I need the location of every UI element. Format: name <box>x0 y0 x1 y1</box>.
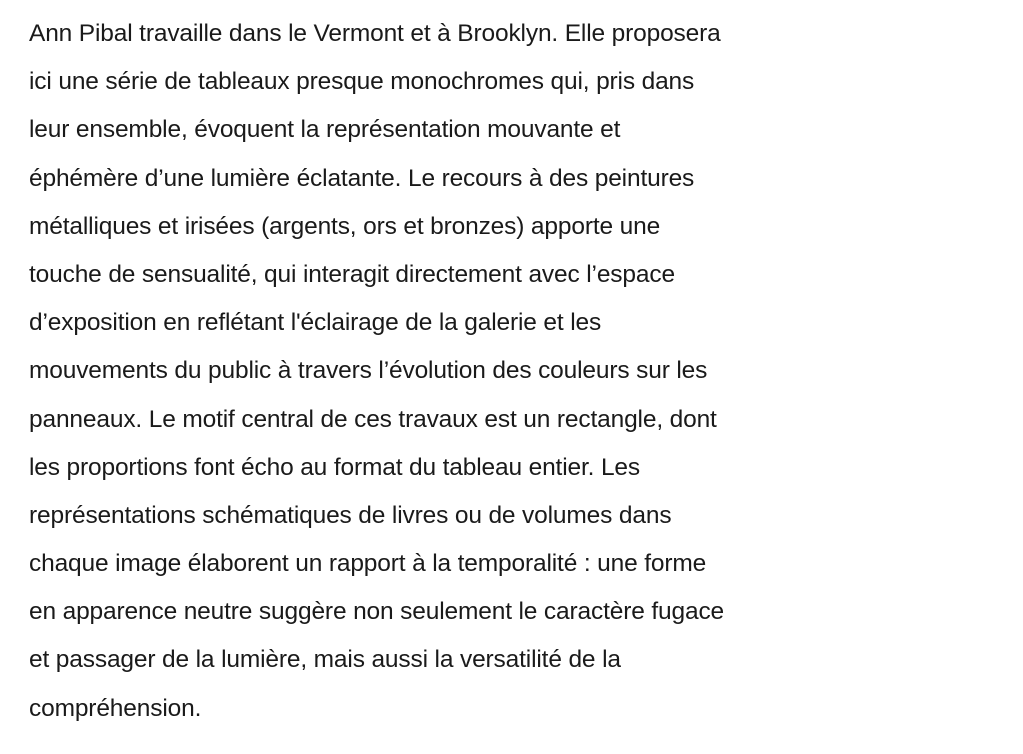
paragraph-line-15: compréhension. <box>29 694 202 722</box>
paragraph-line-14: et passager de la lumière, mais aussi la versatilité de la <box>29 646 621 674</box>
paragraph-line-6: touche de sensualité, qui interagit directement avec l’espace <box>29 260 675 288</box>
paragraph-line-13: en apparence neutre suggère non seulement le caractère fugace <box>29 598 725 626</box>
paragraph-line-12: chaque image élaborent un rapport à la temporalité : une forme <box>29 550 707 578</box>
paragraph-line-7: d’exposition en reflétant l'éclairage de la galerie et les <box>29 309 602 337</box>
paragraph-line-1: Ann Pibal travaille dans le Vermont et à Brooklyn. Elle proposera <box>29 20 721 47</box>
paragraph-line-5: métalliques et irisées (argents, ors et bronzes) apporte une <box>29 212 661 240</box>
paragraph-line-11: représentations schématiques de livres ou de volumes dans <box>29 501 672 529</box>
body-paragraph <box>29 14 889 737</box>
paragraph-line-10: les proportions font écho au format du tableau entier. Les <box>29 453 641 481</box>
paragraph-line-3: leur ensemble, évoquent la représentation mouvante et <box>29 116 621 144</box>
paragraph-line-8: mouvements du public à travers l’évolution des couleurs sur les <box>29 357 708 385</box>
paragraph-line-9: panneaux. Le motif central de ces travaux est un rectangle, dont <box>29 405 717 433</box>
paragraph-line-4: éphémère d’une lumière éclatante. Le recours à des peintures <box>29 164 695 192</box>
paragraph-line-2: ici une série de tableaux presque monochromes qui, pris dans <box>29 68 695 96</box>
